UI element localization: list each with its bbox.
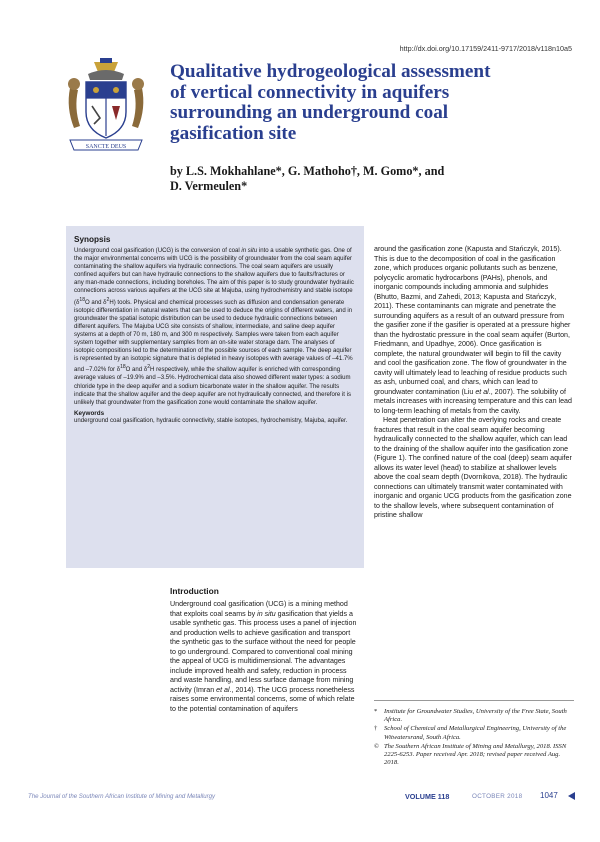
crest-motto: SANCTE DEUS [85,144,127,150]
footnote-divider [374,700,574,701]
right-column-text [374,245,574,521]
page-arrow-icon [568,792,575,800]
keywords-heading: Keywords [74,409,105,417]
synopsis-heading: Synopsis [74,235,111,244]
footer-volume: VOLUME 118 [405,792,450,801]
title-line-1: Qualitative hydrogeological assessment [170,61,491,82]
body-paragraph-1: around the gasification zone (Kapusta and Stańczyk, 2015). This is due to the decomposition of coal in the gasification zone, which produces organic pollutants such as benzene, polycyclic aromatic hydrocarbons (PAHs), phenols, and inorganic compounds including ammonia and sulphides (Bhutto, Bazmi, and Zahedi, 2013; Kapusta and Stańczyk, 2011). These contaminants can migrate and penetrate the surrounding aquifers as a result of an outward pressure from the gasifier zone if the gasifier is operated at a pressure higher than the hydrostatic pressure in the coal seam aquifer (Burton, Friedmann, and Upadhye, 2006). Once gasification is complete, the natural groundwater will begin to fill the cavity and cool the gasification zone. The flow of groundwater in the cavity will ultimately lead to leaching of residue products such as ash, unburned coal, and chars, which can lead to groundwater contamination (Liu et al., 2007). The solubility of metals increases with increasing temperature and this can lead to long-term leaching of metals from the cavity. [374,245,572,415]
institute-crest-logo [64,58,148,154]
title-line-2: of vertical connectivity in aquifers [170,81,450,103]
footnote-3: © The Southern African Institute of Mining and Metallurgy, 2018. ISSN 2225-6253. Paper received Apr. 2018; revised paper received Aug. 2018. [374,742,567,767]
title-line-4: gasification site [170,122,297,144]
title-line-3: surrounding an underground coal [170,102,449,123]
keywords-text: underground coal gasification, hydraulic connectivity, stable isotopes, hydrochemistry, Majuba, aquifer. [74,417,348,424]
crest-icon [64,58,148,154]
footnote-1: * Institute for Groundwater Studies, University of the Free State, South Africa. [374,708,567,724]
doi-link[interactable]: http://dx.doi.org/10.17159/2411-9717/2018/v118n10a5 [399,44,572,53]
body-paragraph-2: Heat penetration can alter the overlying rocks and create fractures that result in the coal seam aquifer becoming hydraulically connected to the shallow aquifer, which can lead to the draining of the shallow aquifer into the gasification zone (Figure 1). The confined nature of the coal (deep) seam aquifer allows its water level (head) to stabilize at shallower levels above the coal seam depth (Dvornikova, 2018). The hydraulic connections can ultimately transmit water contaminated with inorganic and organic UCG products from the gasification zone to the shallow levels, where subsequent contamination of pristine shallow [374,416,572,519]
footer-page-number: 1047 [540,791,558,800]
synopsis-box [66,226,364,568]
footer-journal-name: The Journal of the Southern African Institute of Mining and Metallurgy [28,793,216,800]
article-authors [170,164,570,194]
synopsis-text: Underground coal gasification (UCG) is the conversion of coal in situ into a usable synthetic gas. One of the major environmental concerns with UCG is the possibility of groundwater from the coal seam aquifer contaminating the shallow aquifers via hydraulic connections. The coal seam aquifers are usually confined aquifers but can have hydraulic connections to the shallow aquifers due to faults/fractures or any man-made connections, including boreholes. The aim of this paper is to study groundwater hydraulic connections across various aquifers at the UCG site at Majuba, using hydrochemistry and stable isotope ($\delta^{18}O$ and $\delta^2H$) tools. Physical and chemical processes such as diffusion and condensation generate isotopic differentiation in natural waters that can be used to deduce the origins of different waters, and in groundwater the spatial isotopic distribution can be used to deduce hydraulic connections between different aquifers. The Majuba UCG site consists of shallow, intermediate, and saline deep aquifer systems at a depth of 70 m, 180 m, and 300 m respectively. Samples were taken from each aquifer system together with supplementary samples from an on-site water storage dam. The analyses of isotopic compositions led to the determination of the possible sources of each sample. The deep aquifer is represented by an isotopic signature that is depleted in heavy isotopes with average values of –41.7% and –7.02% for $\delta^{18}O$ and $\delta^2H$ respectively, while the shallow aquifer is enriched with corresponding average values of –19.9% and –3.5%. Hydrochemical data also showed different water types: a sodium chloride type in the deep aquifer and a sodium bicarbonate water in the shallow aquifer. The results indicate that the shallow aquifer and the deep aquifer are not hydraulically connected, and therefore it is unlikely that groundwater from the gasification zone would contaminate the shallow aquifer. [74,248,354,406]
authors-line-2: D. Vermeulen* [170,179,248,193]
article-title [170,62,570,144]
introduction-heading: Introduction [170,586,219,596]
authors-line-1: by L.S. Mokhahlane*, G. Mathoho†, M. Gomo*, and [170,164,445,178]
footnotes [374,708,574,768]
introduction-text: Underground coal gasification (UCG) is a mining method that exploits coal seams by in situ gasification that yields a usable synthetic gas. This process uses a panel of injection and production wells to achieve gasification and transport the synthetic gas to the surface without the need for people to go underground. Compared to conventional coal mining the appeal of UCG is multidimensional. The advantages include improved health and safety, reduction in process and waste handling, and less surface damage from mining activity (Imran et al., 2014). The UCG process nonetheless raises some environmental concerns, some of which relate to the potential contamination of aquifers [170,600,357,713]
footnote-2: † School of Chemical and Metallurgical Engineering, University of the Witwatersrand, South Africa. [374,725,567,741]
footer-date: OCTOBER 2018 [472,793,523,800]
